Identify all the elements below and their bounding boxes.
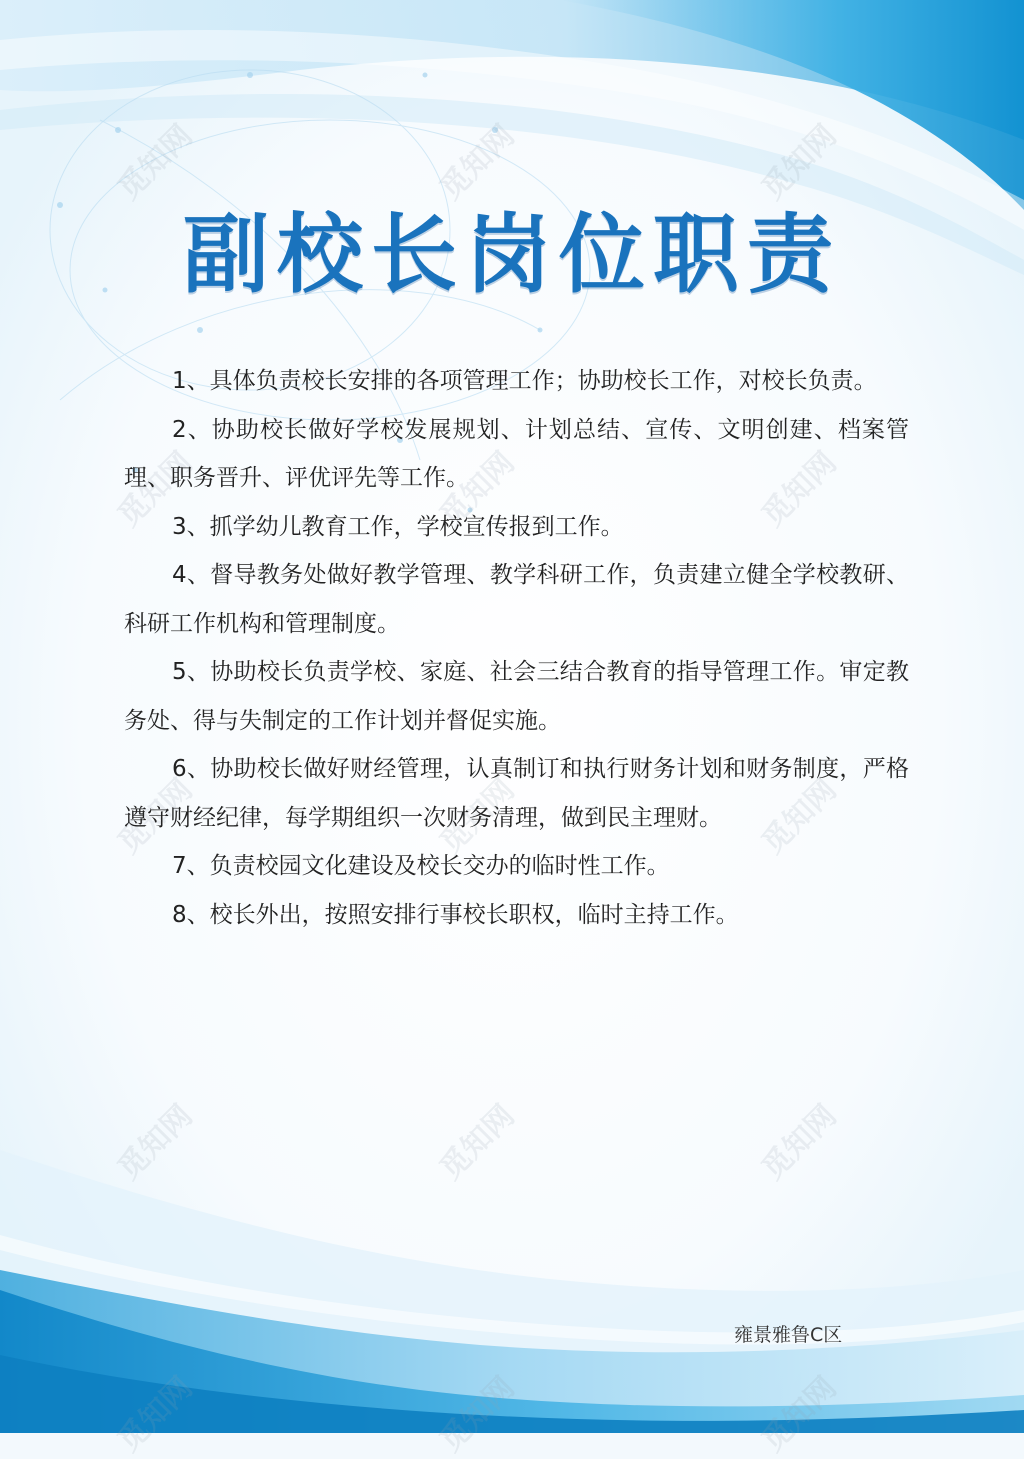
page-title: 副校长岗位职责 xyxy=(183,205,841,305)
duty-item: 8、校长外出，按照安排行事校长职权，临时主持工作。 xyxy=(172,901,739,928)
duty-item: 4、督导教务处做好教学管理、教学科研工作，负责建立健全学校教研、科研工作机构和管理制度。 xyxy=(124,562,909,637)
duty-item: 6、协助校长做好财经管理，认真制订和执行财务计划和财务制度，严格遵守财经纪律，每学期组织一次财务清理，做到民主理财。 xyxy=(124,756,909,831)
duty-item: 7、负责校园文化建设及校长交办的临时性工作。 xyxy=(172,853,670,879)
duty-item: 5、协助校长负责学校、家庭、社会三结合教育的指导管理工作。审定教务处、得与失制定的工作计划并督促实施。 xyxy=(124,659,909,734)
duty-list xyxy=(124,357,909,939)
duty-item: 2、协助校长做好学校发展规划、计划总结、宣传、文明创建、档案管理、职务晋升、评优评先等工作。 xyxy=(124,416,909,491)
duty-item: 1、具体负责校长安排的各项管理工作；协助校长工作，对校长负责。 xyxy=(172,368,877,394)
footer-location: 雍景雅鲁C区 xyxy=(734,1324,843,1346)
duty-item: 3、抓学幼儿教育工作，学校宣传报到工作。 xyxy=(172,513,624,540)
